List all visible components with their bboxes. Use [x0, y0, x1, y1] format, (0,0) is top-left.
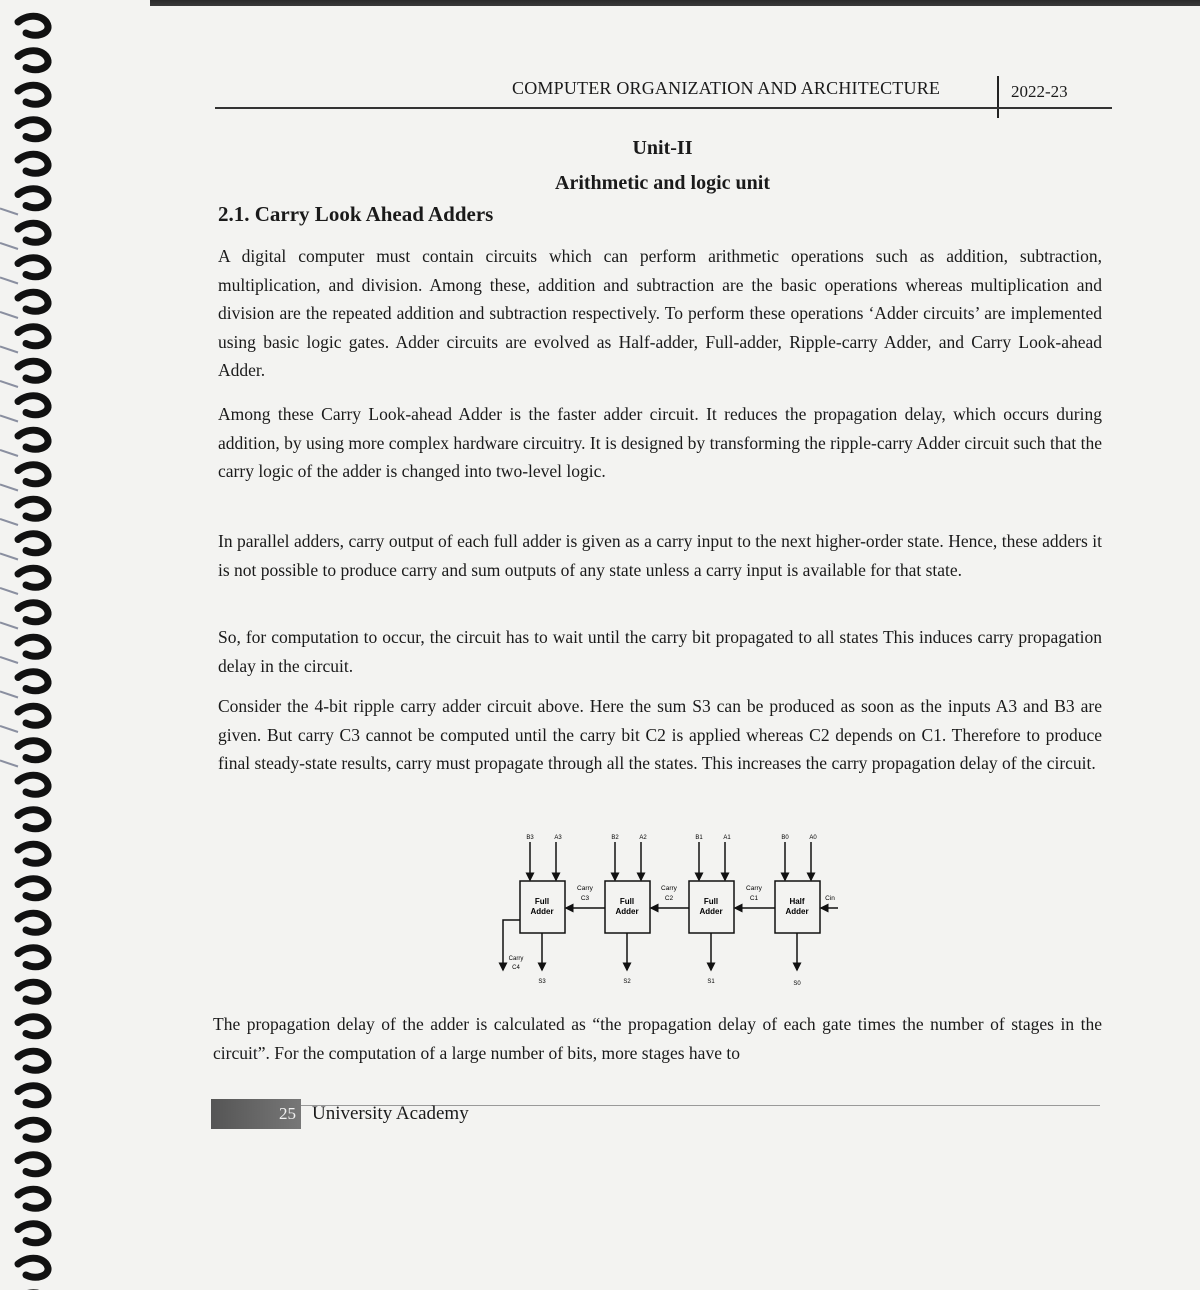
paragraph-propagation-delay: The propagation delay of the adder is calculated as “the propagation delay of each gate times the number of stages in the circuit”. For the computation of a large number of bits, more stages have to — [213, 1014, 1102, 1063]
sum-s2: S2 — [623, 979, 631, 985]
block-2-label-1: Full — [619, 897, 635, 906]
footer-publisher: University Academy — [312, 1103, 469, 1124]
header-rule — [215, 107, 1112, 109]
spiral-ring — [0, 499, 48, 525]
spiral-ring — [18, 1120, 48, 1139]
spiral-ring — [18, 810, 48, 829]
block-1-label-1: Full — [703, 897, 719, 906]
spiral-ring — [18, 982, 48, 1001]
spiral-ring — [0, 465, 48, 491]
block-2-label-2: Adder — [615, 907, 639, 916]
input-a0: A0 — [809, 835, 817, 841]
carry-c3 — [566, 885, 605, 908]
full-adder-block-1 — [689, 835, 734, 985]
spiral-ring — [18, 16, 48, 35]
paragraph-intro: A digital computer must contain circuits which can perform arithmetic operations such as addition, subtraction, multiplication, and division. Among these, addition and subtraction are the basic operations whereas multiplication and division are the repeated addition and subtraction respectively. To perform these operations ‘Adder circuits’ are implemented using basic logic gates. Adder circuits are evolved as Half-adder, Full-adder, Ripple-carry Adder, and Carry Look-ahead Adder. — [218, 246, 1102, 380]
spiral-binding — [0, 0, 70, 1290]
spiral-ring — [0, 189, 48, 215]
spiral-ring — [0, 430, 48, 456]
spiral-ring — [0, 361, 48, 387]
spiral-ring — [0, 706, 48, 732]
block-3-label-1: Full — [534, 897, 550, 906]
sum-s0: S0 — [793, 981, 801, 987]
input-a2: A2 — [639, 835, 647, 841]
carry-c3-word: Carry — [577, 885, 593, 892]
block-0-label-2: Adder — [785, 907, 809, 916]
section-heading: 2.1. Carry Look Ahead Adders — [218, 202, 494, 226]
carry-c3-name: C3 — [580, 895, 590, 902]
spiral-ring — [18, 1258, 48, 1277]
spiral-ring — [18, 85, 48, 104]
block-0-label-1: Half — [789, 897, 805, 906]
carry-c1-name: C1 — [749, 895, 759, 902]
spiral-ring — [18, 120, 48, 139]
carry-c2-word: Carry — [661, 885, 677, 892]
spiral-ring — [0, 258, 48, 284]
spiral-ring — [18, 913, 48, 932]
input-b2: B2 — [611, 835, 619, 841]
spiral-ring — [0, 327, 48, 353]
spiral-ring — [18, 1155, 48, 1174]
spiral-ring — [0, 637, 48, 663]
block-3-label-2: Adder — [530, 907, 554, 916]
carry-in — [821, 895, 838, 908]
spiral-ring — [0, 741, 48, 767]
header-title: COMPUTER ORGANIZATION AND ARCHITECTURE — [512, 78, 941, 98]
spiral-ring — [18, 154, 48, 173]
unit-subtitle: Arithmetic and logic unit — [555, 172, 770, 194]
block-1-label-2: Adder — [699, 907, 723, 916]
paragraph-ripple-example: Consider the 4-bit ripple carry adder circuit above. Here the sum S3 can be produced as soon as the inputs A3 and B3 are given. But carry C3 cannot be computed until the carry bit C2 is applied whereas C2 depends on C1. Therefore to produce final steady-state results, carry must propagate through all the states. This increases the carry propagation delay of the circuit. — [218, 696, 1102, 773]
spiral-ring — [0, 603, 48, 629]
spiral-ring — [18, 1017, 48, 1036]
spiral-ring — [0, 396, 48, 422]
carry-c2 — [651, 885, 689, 908]
page-number: 25 — [279, 1104, 296, 1123]
spiral-ring — [0, 292, 48, 318]
spiral-ring — [18, 1189, 48, 1208]
input-a3: A3 — [554, 835, 562, 841]
input-b1: B1 — [695, 835, 703, 841]
sum-s1: S1 — [707, 979, 715, 985]
carry-c4-name: C4 — [512, 965, 520, 971]
spiral-ring — [18, 879, 48, 898]
spiral-ring — [18, 775, 48, 794]
spiral-ring — [18, 1051, 48, 1070]
carry-c2-name: C2 — [664, 895, 674, 902]
header-year: 2022-23 — [1011, 82, 1068, 101]
spiral-ring — [18, 844, 48, 863]
running-header — [215, 76, 1112, 120]
ripple-carry-adder-diagram — [495, 828, 845, 993]
carry-in-label: Cin — [825, 895, 835, 902]
spiral-ring — [18, 51, 48, 70]
input-a1: A1 — [723, 835, 731, 841]
carry-c4-word: Carry — [508, 956, 524, 962]
input-b0: B0 — [781, 835, 789, 841]
paragraph-carry-lookahead: Among these Carry Look-ahead Adder is the faster adder circuit. It reduces the propagation delay, which occurs during addition, by using more complex hardware circuitry. It is designed by transforming the ripple-carry Adder circuit such that the carry logic of the adder is changed into two-level logic. — [218, 404, 1102, 481]
carry-c1-word: Carry — [746, 885, 762, 892]
spiral-ring — [18, 948, 48, 967]
full-adder-block-2 — [605, 835, 650, 985]
sum-s3: S3 — [538, 979, 546, 985]
input-b3: B3 — [526, 835, 534, 841]
spiral-ring — [18, 1086, 48, 1105]
spiral-ring — [0, 223, 48, 249]
unit-title: Unit-II — [632, 137, 693, 159]
top-edge-shadow — [150, 0, 1200, 6]
spiral-ring — [0, 568, 48, 594]
paragraph-propagation: So, for computation to occur, the circuit has to wait until the carry bit propagated to all states This induces carry propagation delay in the circuit. — [218, 627, 1102, 676]
spiral-ring — [0, 672, 48, 698]
half-adder-block-0 — [775, 835, 820, 987]
paragraph-parallel-adders: In parallel adders, carry output of each full adder is given as a carry input to the next higher-order state. Hence, these adders it is not possible to produce carry and sum outputs of any state unless a carry input is available for that state. — [218, 531, 1102, 580]
spiral-ring — [18, 1224, 48, 1243]
header-separator — [997, 76, 999, 118]
carry-c1 — [735, 885, 775, 908]
full-adder-block-3 — [520, 835, 565, 985]
spiral-ring — [0, 534, 48, 560]
